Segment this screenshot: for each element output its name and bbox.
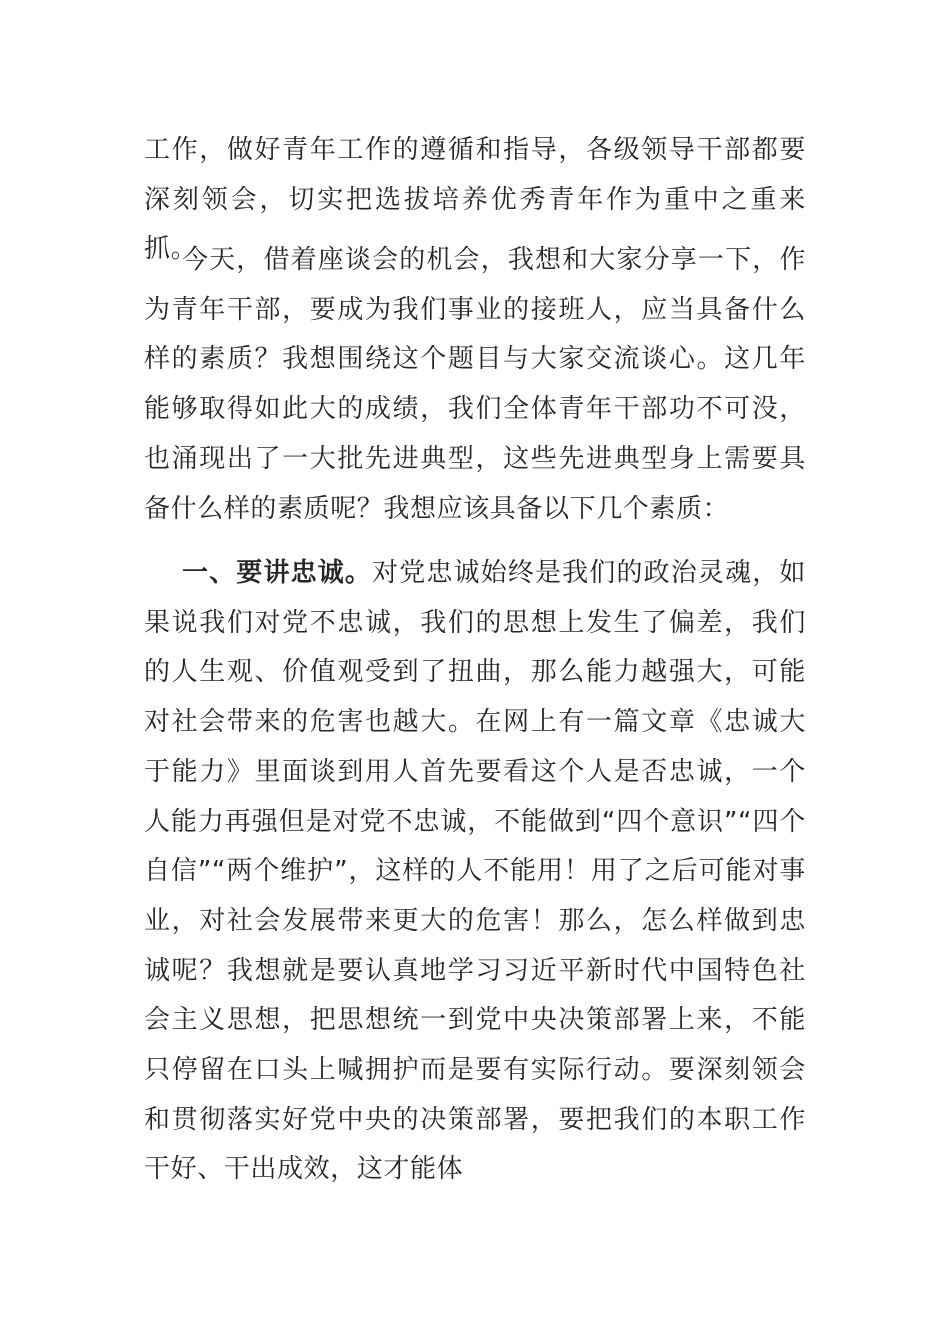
paragraph-loyalty [144,549,806,1195]
paragraph-body [144,549,806,1195]
section-heading: 一、要讲忠诚。 [182,558,373,588]
paragraph-text: 工作，做好青年工作的遵循和指导，各级领导干部都要深刻领会，切实把选拔培养优秀青年作为重中之重来抓。 [144,135,806,265]
paragraph-text: 对党忠诚始终是我们的政治灵魂，如果说我们对党不忠诚，我们的思想上发生了偏差，我们的人生观、价值观受到了扭曲，那么能力越强大，可能对社会带来的危害也越大。在网上有一篇文章《忠诚大于能力》里面谈到用人首先要看这个人是否忠诚，一个人能力再强但是对党不忠诚，不能做到“四个意识”“四个自信”“两个维护”，这样的人不能用！用了之后可能对事业，对社会发展带来更大的危害！那么，怎么样做到忠诚呢？我想就是要认真地学习习近平新时代中国特色社会主义思想，把思想统一到党中央决策部署上来，不能只停留在口头上喊拥护而是要有实际行动。要深刻领会和贯彻落实好党中央的决策部署，要把我们的本职工作干好、干出成效，这才能体 [144,558,806,1185]
paragraph-text: 今天，借着座谈会的机会，我想和大家分享一下，作为青年干部，要成为我们事业的接班人，应当具备什么样的素质？我想围绕这个题目与大家交流谈心。这几年能够取得如此大的成绩，我们全体青年干部功不可没，也涌现出了一大批先进典型，这些先进典型身上需要具备什么样的素质呢？我想应该具备以下几个素质： [144,245,806,524]
paragraph-intro [144,236,806,534]
